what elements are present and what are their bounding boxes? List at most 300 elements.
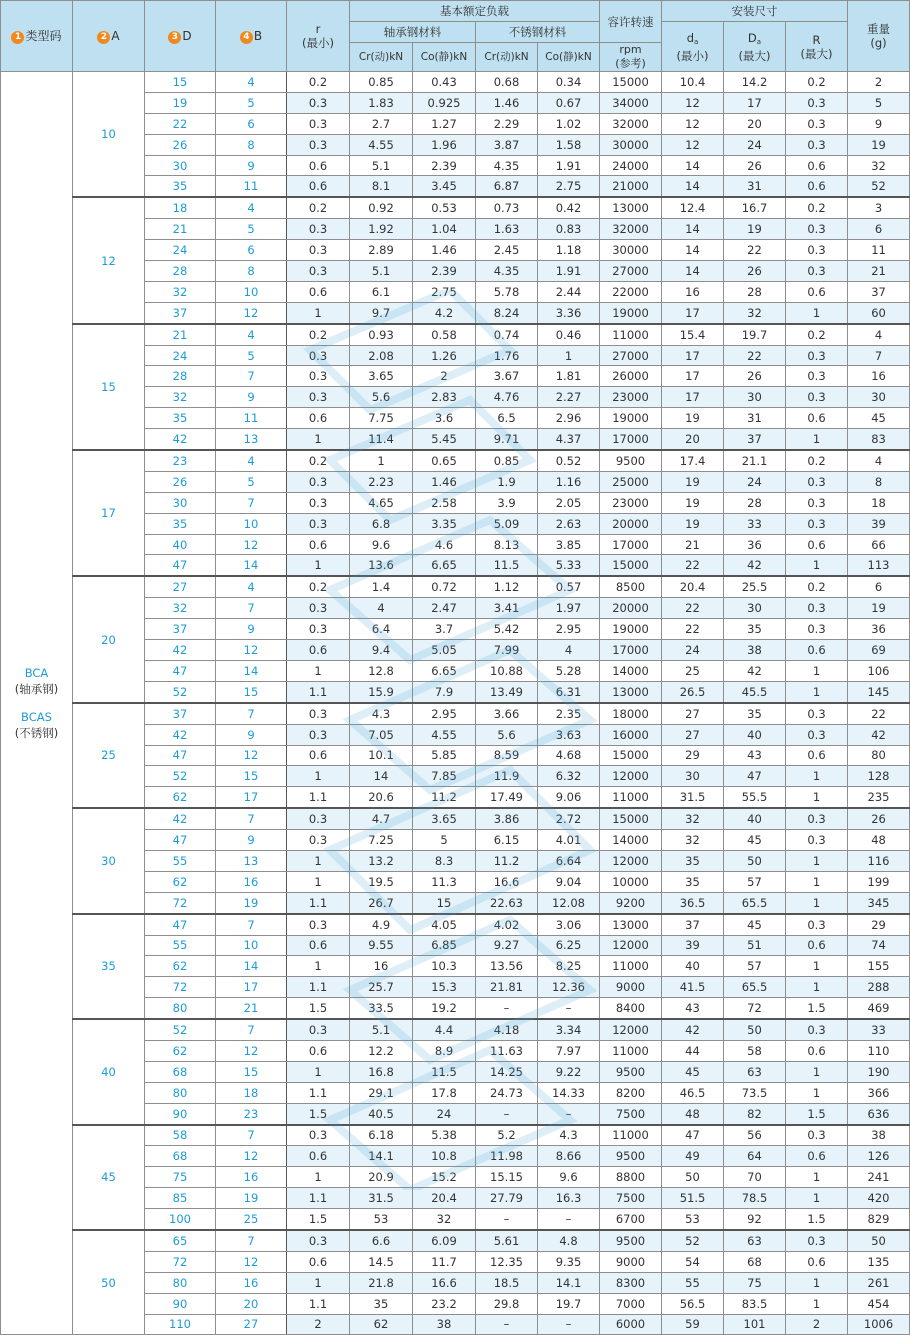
cell-co-bearing: 1.04 [413, 219, 476, 240]
cell-B[interactable]: 7 [216, 492, 287, 513]
cell-r: 0.3 [287, 808, 350, 829]
cell-Da: 26 [724, 366, 786, 387]
cell-cr-bearing: 9.4 [350, 640, 413, 661]
cell-weight: 32 [848, 155, 910, 176]
cell-co-stainless: 14.1 [538, 1272, 600, 1293]
cell-Da: 37 [724, 429, 786, 450]
cell-weight: 38 [848, 1125, 910, 1146]
cell-Da: 42 [724, 660, 786, 681]
cell-da: 46.5 [662, 1082, 724, 1103]
cell-D[interactable]: 80 [145, 1272, 216, 1293]
cell-speed: 12000 [600, 850, 662, 871]
cell-Da: 55.5 [724, 787, 786, 808]
cell-da: 16 [662, 281, 724, 302]
cell-D[interactable]: 26 [145, 471, 216, 492]
cell-cr-stainless: 2.45 [476, 240, 538, 261]
cell-B[interactable]: 21 [216, 998, 287, 1019]
cell-B[interactable]: 9 [216, 619, 287, 640]
cell-D[interactable]: 100 [145, 1209, 216, 1230]
cell-B[interactable]: 7 [216, 1125, 287, 1146]
cell-da: 14 [662, 176, 724, 197]
cell-D[interactable]: 24 [145, 345, 216, 366]
cell-co-bearing: 4.2 [413, 302, 476, 323]
cell-speed: 13000 [600, 914, 662, 935]
cell-B[interactable]: 6 [216, 113, 287, 134]
cell-B[interactable]: 8 [216, 261, 287, 282]
cell-R: 0.6 [786, 1146, 848, 1167]
cell-Da: 101 [724, 1314, 786, 1335]
cell-B[interactable]: 11 [216, 408, 287, 429]
cell-cr-stainless: 1.9 [476, 471, 538, 492]
cell-speed: 8500 [600, 576, 662, 597]
cell-weight: 48 [848, 830, 910, 851]
cell-B[interactable]: 7 [216, 914, 287, 935]
cell-weight: 199 [848, 871, 910, 892]
cell-B[interactable]: 7 [216, 1230, 287, 1251]
cell-weight: 128 [848, 766, 910, 787]
cell-speed: 9500 [600, 450, 662, 471]
cell-D[interactable]: 28 [145, 366, 216, 387]
cell-R: 0.6 [786, 408, 848, 429]
cell-D[interactable]: 35 [145, 408, 216, 429]
cell-B[interactable]: 13 [216, 850, 287, 871]
cell-B[interactable]: 9 [216, 724, 287, 745]
cell-da: 49 [662, 1146, 724, 1167]
cell-B[interactable]: 16 [216, 871, 287, 892]
cell-D[interactable]: 30 [145, 492, 216, 513]
badge-4: 4 [240, 31, 253, 44]
cell-Da: 22 [724, 240, 786, 261]
cell-R: 0.3 [786, 366, 848, 387]
cell-D[interactable]: 24 [145, 240, 216, 261]
cell-da: 30 [662, 766, 724, 787]
cell-r: 0.3 [287, 830, 350, 851]
cell-Da: 31 [724, 176, 786, 197]
cell-B[interactable]: 14 [216, 956, 287, 977]
cell-co-bearing: 11.7 [413, 1251, 476, 1272]
cell-cr-bearing: 16 [350, 956, 413, 977]
cell-D[interactable]: 110 [145, 1314, 216, 1335]
cell-co-stainless: 0.57 [538, 576, 600, 597]
cell-speed: 7500 [600, 1188, 662, 1209]
cell-D[interactable]: 68 [145, 1146, 216, 1167]
cell-B[interactable]: 18 [216, 1082, 287, 1103]
cell-R: 1 [786, 302, 848, 323]
cell-da: 43 [662, 998, 724, 1019]
cell-D[interactable]: 52 [145, 1019, 216, 1040]
cell-B[interactable]: 16 [216, 1167, 287, 1188]
cell-D[interactable]: 42 [145, 808, 216, 829]
header-weight: 重量 (g) [848, 1, 910, 72]
cell-B[interactable]: 19 [216, 1188, 287, 1209]
cell-B[interactable]: 9 [216, 387, 287, 408]
cell-Da: 32 [724, 302, 786, 323]
cell-R: 1 [786, 681, 848, 702]
cell-B[interactable]: 5 [216, 92, 287, 113]
cell-co-bearing: 20.4 [413, 1188, 476, 1209]
cell-co-stainless: 0.52 [538, 450, 600, 471]
cell-D[interactable]: 21 [145, 324, 216, 345]
cell-speed: 11000 [600, 787, 662, 808]
header-co-stainless: Co(静)kN [538, 43, 600, 72]
cell-weight: 52 [848, 176, 910, 197]
cell-da: 14 [662, 240, 724, 261]
cell-D[interactable]: 68 [145, 1061, 216, 1082]
cell-Da: 82 [724, 1103, 786, 1124]
cell-cr-stainless: 22.63 [476, 892, 538, 913]
cell-D[interactable]: 80 [145, 1082, 216, 1103]
cell-B[interactable]: 14 [216, 660, 287, 681]
cell-D[interactable]: 58 [145, 1125, 216, 1146]
cell-D[interactable]: 62 [145, 871, 216, 892]
cell-co-bearing: 2.58 [413, 492, 476, 513]
cell-D[interactable]: 37 [145, 619, 216, 640]
cell-Da: 26 [724, 155, 786, 176]
cell-weight: 126 [848, 1146, 910, 1167]
cell-r: 0.6 [287, 745, 350, 766]
cell-speed: 11000 [600, 324, 662, 345]
cell-r: 0.6 [287, 1040, 350, 1061]
type-code-bcas: BCAS (不锈钢) [14, 710, 59, 741]
cell-D[interactable]: 85 [145, 1188, 216, 1209]
cell-cr-bearing: 1 [350, 450, 413, 471]
cell-R: 1 [786, 555, 848, 576]
cell-D[interactable]: 55 [145, 935, 216, 956]
cell-co-bearing: 4.6 [413, 534, 476, 555]
cell-weight: 42 [848, 724, 910, 745]
cell-co-stainless: 5.33 [538, 555, 600, 576]
cell-B[interactable]: 19 [216, 892, 287, 913]
cell-B[interactable]: 4 [216, 324, 287, 345]
cell-co-stainless: 9.35 [538, 1251, 600, 1272]
cell-Da: 63 [724, 1061, 786, 1082]
cell-B[interactable]: 4 [216, 72, 287, 93]
cell-r: 0.6 [287, 408, 350, 429]
cell-R: 0.2 [786, 72, 848, 93]
cell-cr-stainless: 16.6 [476, 871, 538, 892]
cell-da: 56.5 [662, 1293, 724, 1314]
cell-B[interactable]: 5 [216, 219, 287, 240]
cell-cr-stainless: 0.73 [476, 197, 538, 218]
cell-B[interactable]: 25 [216, 1209, 287, 1230]
cell-B[interactable]: 4 [216, 197, 287, 218]
cell-r: 2 [287, 1314, 350, 1335]
cell-weight: 9 [848, 113, 910, 134]
cell-D[interactable]: 52 [145, 766, 216, 787]
cell-B[interactable]: 12 [216, 1040, 287, 1061]
cell-cr-bearing: 9.55 [350, 935, 413, 956]
cell-weight: 5 [848, 92, 910, 113]
cell-speed: 20000 [600, 513, 662, 534]
cell-cr-stainless: 29.8 [476, 1293, 538, 1314]
cell-cr-stainless: 15.15 [476, 1167, 538, 1188]
cell-co-bearing: 5.85 [413, 745, 476, 766]
cell-D[interactable]: 52 [145, 681, 216, 702]
cell-B[interactable]: 10 [216, 281, 287, 302]
cell-r: 0.3 [287, 619, 350, 640]
cell-B[interactable]: 7 [216, 366, 287, 387]
table-row [1, 72, 910, 93]
cell-Da: 47 [724, 766, 786, 787]
cell-B[interactable]: 7 [216, 808, 287, 829]
cell-r: 0.3 [287, 471, 350, 492]
cell-D[interactable]: 42 [145, 429, 216, 450]
cell-da: 45 [662, 1061, 724, 1082]
cell-weight: 1006 [848, 1314, 910, 1335]
cell-co-bearing: 5.45 [413, 429, 476, 450]
cell-R: 0.3 [786, 808, 848, 829]
cell-B[interactable]: 10 [216, 513, 287, 534]
cell-B[interactable]: 16 [216, 1272, 287, 1293]
cell-cr-bearing: 4.3 [350, 703, 413, 724]
cell-weight: 8 [848, 471, 910, 492]
cell-co-stainless: 14.33 [538, 1082, 600, 1103]
cell-R: 0.3 [786, 619, 848, 640]
cell-D[interactable]: 62 [145, 956, 216, 977]
cell-Da: 45 [724, 914, 786, 935]
cell-B[interactable]: 12 [216, 640, 287, 661]
cell-weight: 829 [848, 1209, 910, 1230]
cell-D[interactable]: 26 [145, 134, 216, 155]
cell-B[interactable]: 8 [216, 134, 287, 155]
cell-r: 0.2 [287, 72, 350, 93]
cell-D[interactable]: 22 [145, 113, 216, 134]
cell-Da: 25.5 [724, 576, 786, 597]
cell-D[interactable]: 23 [145, 450, 216, 471]
cell-D[interactable]: 37 [145, 703, 216, 724]
cell-co-stainless: 4.3 [538, 1125, 600, 1146]
cell-D[interactable]: 42 [145, 640, 216, 661]
cell-Da: 50 [724, 1019, 786, 1040]
cell-D[interactable]: 65 [145, 1230, 216, 1251]
cell-D[interactable]: 90 [145, 1103, 216, 1124]
cell-D[interactable]: 55 [145, 850, 216, 871]
cell-B[interactable]: 15 [216, 681, 287, 702]
table-row [1, 808, 910, 829]
cell-da: 27 [662, 703, 724, 724]
cell-speed: 23000 [600, 387, 662, 408]
cell-r: 0.3 [287, 598, 350, 619]
cell-R: 1 [786, 1188, 848, 1209]
cell-D[interactable]: 35 [145, 176, 216, 197]
cell-cr-bearing: 5.1 [350, 1019, 413, 1040]
cell-r: 0.6 [287, 281, 350, 302]
cell-D[interactable]: 72 [145, 977, 216, 998]
cell-da: 42 [662, 1019, 724, 1040]
cell-cr-bearing: 31.5 [350, 1188, 413, 1209]
cell-speed: 8300 [600, 1272, 662, 1293]
cell-R: 1 [786, 977, 848, 998]
cell-co-stainless: 19.7 [538, 1293, 600, 1314]
cell-D[interactable]: 62 [145, 1040, 216, 1061]
cell-co-stainless: 6.25 [538, 935, 600, 956]
cell-B[interactable]: 7 [216, 703, 287, 724]
cell-D[interactable]: 42 [145, 724, 216, 745]
cell-weight: 345 [848, 892, 910, 913]
cell-D[interactable]: 21 [145, 219, 216, 240]
cell-co-bearing: 24 [413, 1103, 476, 1124]
cell-weight: 37 [848, 281, 910, 302]
cell-B[interactable]: 14 [216, 555, 287, 576]
cell-B[interactable]: 15 [216, 766, 287, 787]
cell-da: 10.4 [662, 72, 724, 93]
cell-Da: 50 [724, 850, 786, 871]
cell-D[interactable]: 47 [145, 745, 216, 766]
cell-D[interactable]: 18 [145, 197, 216, 218]
cell-r: 0.6 [287, 155, 350, 176]
cell-da: 22 [662, 598, 724, 619]
table-row [1, 197, 910, 218]
cell-B[interactable]: 10 [216, 935, 287, 956]
cell-D[interactable]: 47 [145, 914, 216, 935]
cell-cr-bearing: 21.8 [350, 1272, 413, 1293]
cell-da: 19 [662, 492, 724, 513]
cell-R: 0.6 [786, 176, 848, 197]
cell-D[interactable]: 32 [145, 281, 216, 302]
cell-co-bearing: 1.27 [413, 113, 476, 134]
cell-B[interactable]: 23 [216, 1103, 287, 1124]
cell-cr-stainless: 11.9 [476, 766, 538, 787]
cell-B[interactable]: 9 [216, 155, 287, 176]
cell-B[interactable]: 7 [216, 1019, 287, 1040]
cell-B[interactable]: 6 [216, 240, 287, 261]
cell-B[interactable]: 17 [216, 787, 287, 808]
cell-cr-bearing: 9.7 [350, 302, 413, 323]
cell-D[interactable]: 40 [145, 534, 216, 555]
cell-D[interactable]: 37 [145, 302, 216, 323]
cell-D[interactable]: 35 [145, 513, 216, 534]
cell-r: 1 [287, 766, 350, 787]
cell-B[interactable]: 12 [216, 534, 287, 555]
size-A-cell: 10 [73, 72, 145, 198]
cell-cr-bearing: 0.93 [350, 324, 413, 345]
cell-da: 48 [662, 1103, 724, 1124]
cell-r: 0.3 [287, 914, 350, 935]
cell-co-stainless: 2.27 [538, 387, 600, 408]
cell-cr-bearing: 14 [350, 766, 413, 787]
cell-B[interactable]: 7 [216, 598, 287, 619]
cell-cr-bearing: 25.7 [350, 977, 413, 998]
cell-R: 2 [786, 1314, 848, 1335]
cell-D[interactable]: 72 [145, 892, 216, 913]
cell-weight: 366 [848, 1082, 910, 1103]
cell-B[interactable]: 11 [216, 176, 287, 197]
cell-B[interactable]: 5 [216, 471, 287, 492]
cell-cr-stainless: 12.35 [476, 1251, 538, 1272]
cell-Da: 20 [724, 113, 786, 134]
cell-D[interactable]: 72 [145, 1251, 216, 1272]
cell-D[interactable]: 28 [145, 261, 216, 282]
table-row [1, 1230, 910, 1251]
cell-da: 36.5 [662, 892, 724, 913]
cell-co-stainless: 0.83 [538, 219, 600, 240]
cell-B[interactable]: 20 [216, 1293, 287, 1314]
cell-co-bearing: 4.05 [413, 914, 476, 935]
cell-cr-stainless: 5.78 [476, 281, 538, 302]
header-da: $d_a$ (最小) [662, 22, 724, 72]
cell-cr-bearing: 7.25 [350, 830, 413, 851]
cell-D[interactable]: 90 [145, 1293, 216, 1314]
cell-B[interactable]: 12 [216, 1146, 287, 1167]
badge-1: 1 [11, 31, 24, 44]
cell-r: 0.3 [287, 1125, 350, 1146]
cell-weight: 60 [848, 302, 910, 323]
cell-da: 51.5 [662, 1188, 724, 1209]
cell-D[interactable]: 19 [145, 92, 216, 113]
cell-cr-bearing: 1.4 [350, 576, 413, 597]
cell-r: 0.6 [287, 640, 350, 661]
cell-cr-stainless: 8.13 [476, 534, 538, 555]
cell-Da: 38 [724, 640, 786, 661]
cell-D[interactable]: 32 [145, 598, 216, 619]
cell-B[interactable]: 13 [216, 429, 287, 450]
cell-B[interactable]: 12 [216, 1251, 287, 1272]
cell-B[interactable]: 4 [216, 576, 287, 597]
cell-B[interactable]: 15 [216, 1061, 287, 1082]
cell-weight: 4 [848, 450, 910, 471]
cell-cr-stainless: 9.27 [476, 935, 538, 956]
cell-weight: 11 [848, 240, 910, 261]
cell-R: 0.3 [786, 345, 848, 366]
cell-weight: 30 [848, 387, 910, 408]
cell-D[interactable]: 47 [145, 660, 216, 681]
cell-D[interactable]: 62 [145, 787, 216, 808]
cell-cr-bearing: 13.2 [350, 850, 413, 871]
cell-da: 47 [662, 1125, 724, 1146]
cell-cr-stainless: 1.12 [476, 576, 538, 597]
cell-co-bearing: 11.3 [413, 871, 476, 892]
size-A-cell: 45 [73, 1125, 145, 1230]
cell-cr-stainless: 10.88 [476, 660, 538, 681]
cell-R: 0.3 [786, 1125, 848, 1146]
cell-co-bearing: 0.925 [413, 92, 476, 113]
cell-da: 17 [662, 302, 724, 323]
cell-B[interactable]: 27 [216, 1314, 287, 1335]
cell-cr-stainless: 21.81 [476, 977, 538, 998]
cell-Da: 58 [724, 1040, 786, 1061]
cell-R: 0.3 [786, 219, 848, 240]
cell-D[interactable]: 80 [145, 998, 216, 1019]
cell-r: 1 [287, 1061, 350, 1082]
cell-B[interactable]: 12 [216, 745, 287, 766]
cell-R: 0.6 [786, 281, 848, 302]
cell-D[interactable]: 27 [145, 576, 216, 597]
cell-B[interactable]: 5 [216, 345, 287, 366]
cell-D[interactable]: 32 [145, 387, 216, 408]
cell-B[interactable]: 17 [216, 977, 287, 998]
cell-speed: 17000 [600, 534, 662, 555]
cell-D[interactable]: 47 [145, 830, 216, 851]
size-A-cell: 35 [73, 914, 145, 1019]
header-install: 安装尺寸 [662, 1, 848, 22]
header-cr-bearing: Cr(动)kN [350, 43, 413, 72]
cell-speed: 25000 [600, 471, 662, 492]
cell-Da: 57 [724, 871, 786, 892]
cell-Da: 28 [724, 492, 786, 513]
cell-B[interactable]: 12 [216, 302, 287, 323]
cell-D[interactable]: 47 [145, 555, 216, 576]
header-r: r (最小) [287, 1, 350, 72]
cell-co-bearing: 2.83 [413, 387, 476, 408]
header-A: 2 A [73, 1, 145, 72]
cell-B[interactable]: 9 [216, 830, 287, 851]
cell-D[interactable]: 15 [145, 72, 216, 93]
cell-weight: 155 [848, 956, 910, 977]
cell-D[interactable]: 30 [145, 155, 216, 176]
cell-co-bearing: 6.09 [413, 1230, 476, 1251]
cell-D[interactable]: 75 [145, 1167, 216, 1188]
cell-B[interactable]: 4 [216, 450, 287, 471]
